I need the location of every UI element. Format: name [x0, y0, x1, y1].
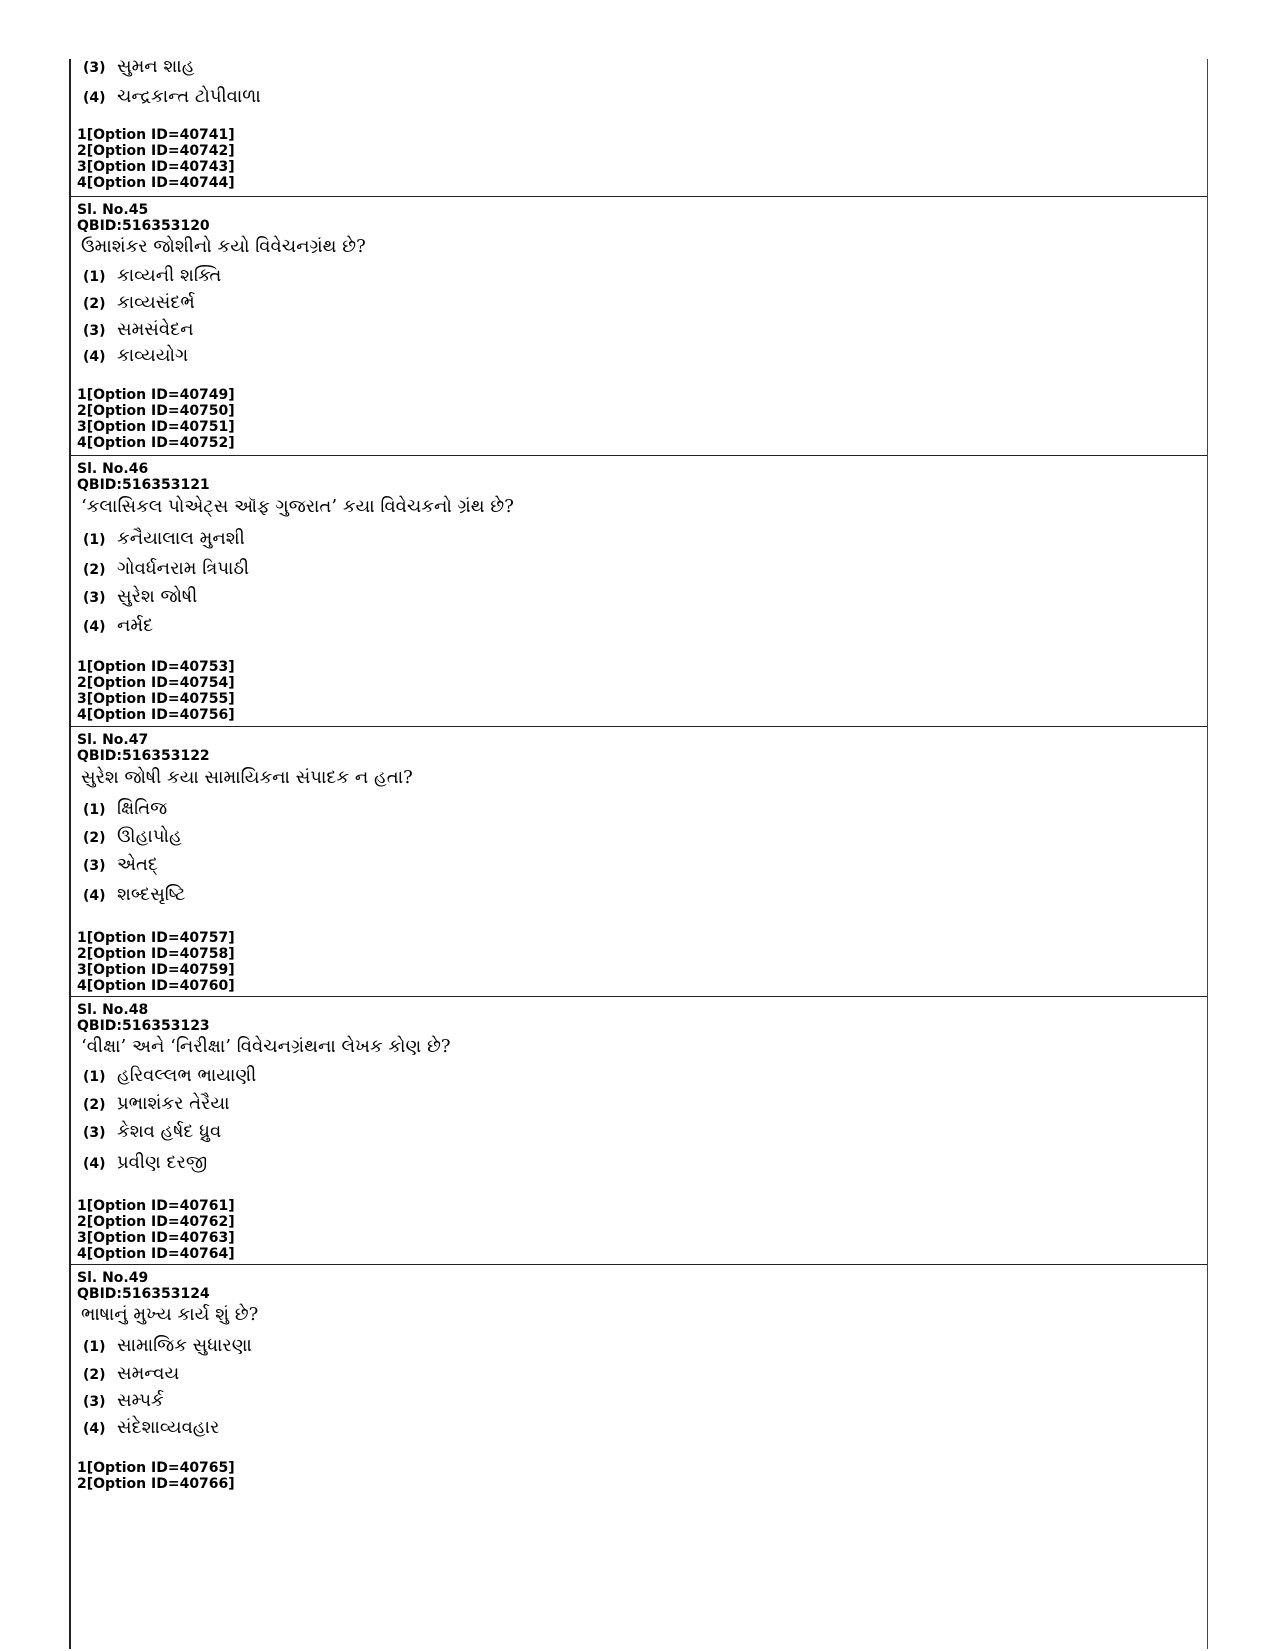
option-number: (3)	[83, 323, 106, 339]
question-block	[71, 726, 1207, 996]
option-row	[83, 615, 153, 636]
option-text: સમન્વય	[117, 1363, 180, 1384]
question-block	[71, 196, 1207, 455]
option-id: 1[Option ID=40765]	[77, 1460, 235, 1476]
option-text: સુરેશ જોષી	[117, 586, 198, 607]
serial-number: Sl. No.45	[77, 202, 149, 218]
question-block	[71, 1264, 1207, 1649]
serial-number: Sl. No.46	[77, 461, 149, 477]
option-row	[83, 1390, 164, 1411]
option-row	[83, 854, 158, 875]
option-id: 1[Option ID=40757]	[77, 930, 235, 946]
qbid: QBID:516353122	[77, 748, 210, 764]
option-text: નર્મદ	[117, 615, 154, 636]
option-id: 3[Option ID=40763]	[77, 1230, 235, 1246]
option-row	[83, 586, 197, 607]
question-header	[77, 461, 210, 493]
question-text: ઉમાશંકર જોશીનો કયો વિવેચનગ્રંથ છે?	[81, 236, 366, 257]
option-id: 1[Option ID=40761]	[77, 1198, 235, 1214]
option-text: પ્રવીણ દરજી	[117, 1152, 208, 1173]
option-number: (3)	[83, 1125, 106, 1141]
option-number: (1)	[83, 802, 106, 818]
option-text: કાવ્યની શક્તિ	[117, 265, 222, 286]
option-id-list	[77, 930, 235, 994]
option-id: 4[Option ID=40760]	[77, 978, 235, 994]
qbid: QBID:516353124	[77, 1286, 210, 1302]
question-header	[77, 1270, 210, 1302]
option-row	[83, 1152, 207, 1173]
option-number: (2)	[83, 1367, 106, 1383]
option-id: 3[Option ID=40755]	[77, 691, 235, 707]
option-id: 3[Option ID=40751]	[77, 419, 235, 435]
question-block	[71, 455, 1207, 726]
option-id: 4[Option ID=40756]	[77, 707, 235, 723]
option-number: (2)	[83, 562, 106, 578]
option-row	[83, 558, 249, 579]
option-id: 4[Option ID=40744]	[77, 175, 235, 191]
question-text: ‘કલાસિકલ પોએટ્સ ઑફ ગુજરાત’ કયા વિવેચકનો ગ્રંથ છે?	[81, 496, 514, 517]
option-text: ચન્દ્રકાન્ત ટોપીવાળા	[117, 86, 261, 107]
option-text: કેશવ હર્ષદ ધ્રુવ	[117, 1121, 222, 1142]
option-id: 1[Option ID=40741]	[77, 127, 235, 143]
option-text: સંદેશાવ્યવહાર	[117, 1417, 220, 1438]
option-text: એતદ્	[117, 854, 158, 875]
option-text: પ્રભાશંકર તેરૈયા	[117, 1093, 230, 1114]
option-number: (4)	[83, 90, 106, 106]
option-id: 2[Option ID=40742]	[77, 143, 235, 159]
question-block	[71, 996, 1207, 1264]
option-number: (2)	[83, 296, 106, 312]
question-header	[77, 732, 210, 764]
option-id-list	[77, 659, 235, 723]
option-number: (1)	[83, 532, 106, 548]
option-number: (4)	[83, 349, 106, 365]
option-row	[83, 345, 188, 366]
option-text: કનૈયાલાલ મુનશી	[117, 528, 245, 549]
option-number: (4)	[83, 1156, 106, 1172]
option-text: કાવ્યસંદર્ભ	[117, 292, 195, 313]
option-text: ક્ષિતિજ	[117, 798, 168, 819]
qbid: QBID:516353120	[77, 218, 210, 234]
option-text: ગોવર્ધનરામ ત્રિપાઠી	[117, 558, 250, 579]
option-number: (3)	[83, 1394, 106, 1410]
option-row	[83, 1335, 252, 1356]
option-row	[83, 56, 195, 77]
qbid: QBID:516353121	[77, 477, 210, 493]
option-row	[83, 884, 185, 905]
question-text: સુરેશ જોષી કયા સામાયિકના સંપાદક ન હતા?	[81, 767, 413, 788]
option-row	[83, 292, 195, 313]
option-id: 2[Option ID=40766]	[77, 1476, 235, 1492]
option-number: (2)	[83, 1097, 106, 1113]
serial-number: Sl. No.48	[77, 1002, 149, 1018]
serial-number: Sl. No.47	[77, 732, 149, 748]
option-id: 1[Option ID=40749]	[77, 387, 235, 403]
option-row	[83, 798, 167, 819]
option-id-list	[77, 1460, 235, 1492]
question-header	[77, 202, 210, 234]
option-row	[83, 1417, 219, 1438]
question-paper-page	[69, 56, 1208, 1649]
option-number: (3)	[83, 590, 106, 606]
option-id: 2[Option ID=40754]	[77, 675, 235, 691]
question-block-continued	[71, 56, 1207, 196]
option-number: (4)	[83, 619, 106, 635]
option-number: (3)	[83, 858, 106, 874]
option-number: (1)	[83, 1339, 106, 1355]
option-row	[83, 1363, 179, 1384]
option-number: (1)	[83, 269, 106, 285]
option-row	[83, 86, 261, 107]
option-id: 2[Option ID=40750]	[77, 403, 235, 419]
option-number: (2)	[83, 830, 106, 846]
question-text: ‘વીક્ષા’ અને ‘નિરીક્ષા’ વિવેચનગ્રંથના લેખક કોણ છે?	[81, 1036, 451, 1057]
option-row	[83, 1093, 230, 1114]
option-id-list	[77, 1198, 235, 1262]
option-id: 4[Option ID=40764]	[77, 1246, 235, 1262]
option-id-list	[77, 127, 235, 191]
option-row	[83, 265, 221, 286]
option-id: 3[Option ID=40743]	[77, 159, 235, 175]
option-id-list	[77, 387, 235, 451]
option-text: શબ્દસૃષ્ટિ	[117, 884, 186, 905]
option-text: સમસંવેદન	[117, 319, 194, 340]
option-row	[83, 826, 182, 847]
option-text: સુમન શાહ	[117, 56, 195, 77]
option-id: 4[Option ID=40752]	[77, 435, 235, 451]
option-row	[83, 1065, 256, 1086]
option-row	[83, 1121, 221, 1142]
option-text: કાવ્યયોગ	[117, 345, 189, 366]
option-row	[83, 528, 245, 549]
option-row	[83, 319, 194, 340]
option-id: 3[Option ID=40759]	[77, 962, 235, 978]
question-text: ભાષાનું મુખ્ય કાર્ય શું છે?	[81, 1304, 259, 1325]
option-text: સામાજિક સુધારણા	[117, 1335, 252, 1356]
option-number: (3)	[83, 60, 106, 76]
option-text: સમ્પર્ક	[117, 1390, 164, 1411]
option-number: (4)	[83, 1421, 106, 1437]
option-number: (4)	[83, 888, 106, 904]
option-id: 2[Option ID=40762]	[77, 1214, 235, 1230]
serial-number: Sl. No.49	[77, 1270, 149, 1286]
question-header	[77, 1002, 210, 1034]
option-id: 1[Option ID=40753]	[77, 659, 235, 675]
option-text: ઊહાપોહ	[117, 826, 182, 847]
option-id: 2[Option ID=40758]	[77, 946, 235, 962]
option-number: (1)	[83, 1069, 106, 1085]
option-text: હરિવલ્લભ ભાયાણી	[117, 1065, 257, 1086]
qbid: QBID:516353123	[77, 1018, 210, 1034]
